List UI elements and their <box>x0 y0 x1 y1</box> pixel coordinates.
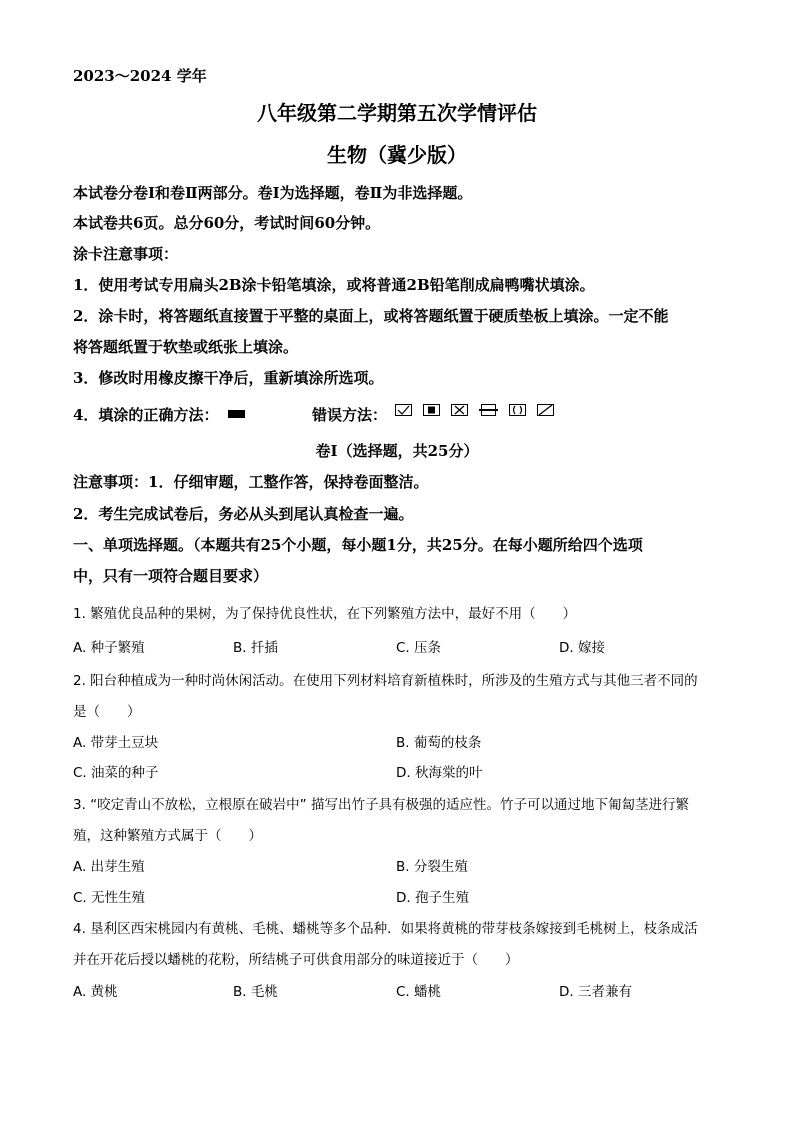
intro-line: 1．使用考试专用扁头2B涂卡铅笔填涂，或将普通2B铅笔削成扁鸭嘴状填涂。 <box>73 276 595 294</box>
intro-line: 2．涂卡时，将答题纸直接置于平整的桌面上，或将答题纸置于硬质垫板上填涂。一定不能 <box>73 307 669 325</box>
part-title: 一、单项选择题。（本题共有25个小题，每小题1分，共25分。在每小题所给四个选项 <box>73 536 643 554</box>
q2-option-b: B. 葡萄的枝条 <box>396 735 482 751</box>
dot-box-icon <box>423 404 440 416</box>
bracket-box-icon <box>509 404 526 416</box>
q2-option-c: C. 油菜的种子 <box>73 765 159 781</box>
filled-mark-icon <box>228 410 245 418</box>
slash-box-icon <box>537 404 554 416</box>
question-1-stem: 1. 繁殖优良品种的果树，为了保持优良性状，在下列繁殖方法中，最好不用（ ） <box>73 606 577 622</box>
school-year: 2023～2024 学年 <box>73 67 207 85</box>
section-heading: 卷Ⅰ（选择题，共25分） <box>315 442 479 460</box>
intro-line: 本试卷共6页。总分60分，考试时间60分钟。 <box>73 214 381 232</box>
exam-subtitle: 生物（冀少版） <box>327 143 467 167</box>
notes-line: 2．考生完成试卷后，务必从头到尾认真检查一遍。 <box>73 505 414 523</box>
intro-line: 3．修改时用橡皮擦干净后，重新填涂所选项。 <box>73 369 384 387</box>
q4-option-b: B. 毛桃 <box>233 984 278 1000</box>
q1-option-c: C. 压条 <box>396 640 442 656</box>
part-title: 中，只有一项符合题目要求） <box>73 567 269 585</box>
check-box-icon <box>395 404 412 416</box>
intro-line: 将答题纸置于软垫或纸张上填涂。 <box>73 338 299 356</box>
intro-line: 本试卷分卷Ⅰ和卷Ⅱ两部分。卷Ⅰ为选择题，卷Ⅱ为非选择题。 <box>73 184 473 202</box>
wrong-method-icons <box>395 404 554 416</box>
q3-option-c: C. 无性生殖 <box>73 890 146 906</box>
wrong-method-label: 错误方法： <box>312 406 388 424</box>
notes-line: 注意事项：1．仔细审题，工整作答，保持卷面整洁。 <box>73 473 429 491</box>
q3-option-b: B. 分裂生殖 <box>396 859 468 875</box>
q3-option-d: D. 孢子生殖 <box>396 890 469 906</box>
q4-option-a: A. 黄桃 <box>73 984 118 1000</box>
q3-option-a: A. 出芽生殖 <box>73 859 145 875</box>
q1-option-b: B. 扦插 <box>233 640 278 656</box>
correct-method-label: 4．填涂的正确方法： <box>73 406 219 424</box>
question-2-stem-cont: 是（ ） <box>73 704 141 720</box>
cross-box-icon <box>451 404 468 416</box>
q4-option-d: D. 三者兼有 <box>559 984 632 1000</box>
question-2-stem: 2. 阳台种植成为一种时尚休闲活动。在使用下列材料培育新植株时，所涉及的生殖方式与其他三者不同的 <box>73 673 698 689</box>
q4-option-c: C. 蟠桃 <box>396 984 442 1000</box>
exam-title: 八年级第二学期第五次学情评估 <box>257 101 537 125</box>
q2-option-d: D. 秋海棠的叶 <box>396 765 483 781</box>
intro-line: 涂卡注意事项： <box>73 245 179 263</box>
question-3-stem: 3. “咬定青山不放松，立根原在破岩中” 描写出竹子具有极强的适应性。竹子可以通过地下匍匐茎进行繁 <box>73 797 689 813</box>
q1-option-a: A. 种子繁殖 <box>73 640 145 656</box>
q2-option-a: A. 带芽土豆块 <box>73 735 159 751</box>
dash-box-icon <box>479 404 498 416</box>
q1-option-d: D. 嫁接 <box>559 640 605 656</box>
question-3-stem-cont: 殖，这种繁殖方式属于（ ） <box>73 828 262 844</box>
question-4-stem: 4. 垦利区西宋桃园内有黄桃、毛桃、蟠桃等多个品种．如果将黄桃的带芽枝条嫁接到毛桃树上，枝条成活 <box>73 921 698 937</box>
question-4-stem-cont: 并在开花后授以蟠桃的花粉，所结桃子可供食用部分的味道接近于（ ） <box>73 952 519 968</box>
